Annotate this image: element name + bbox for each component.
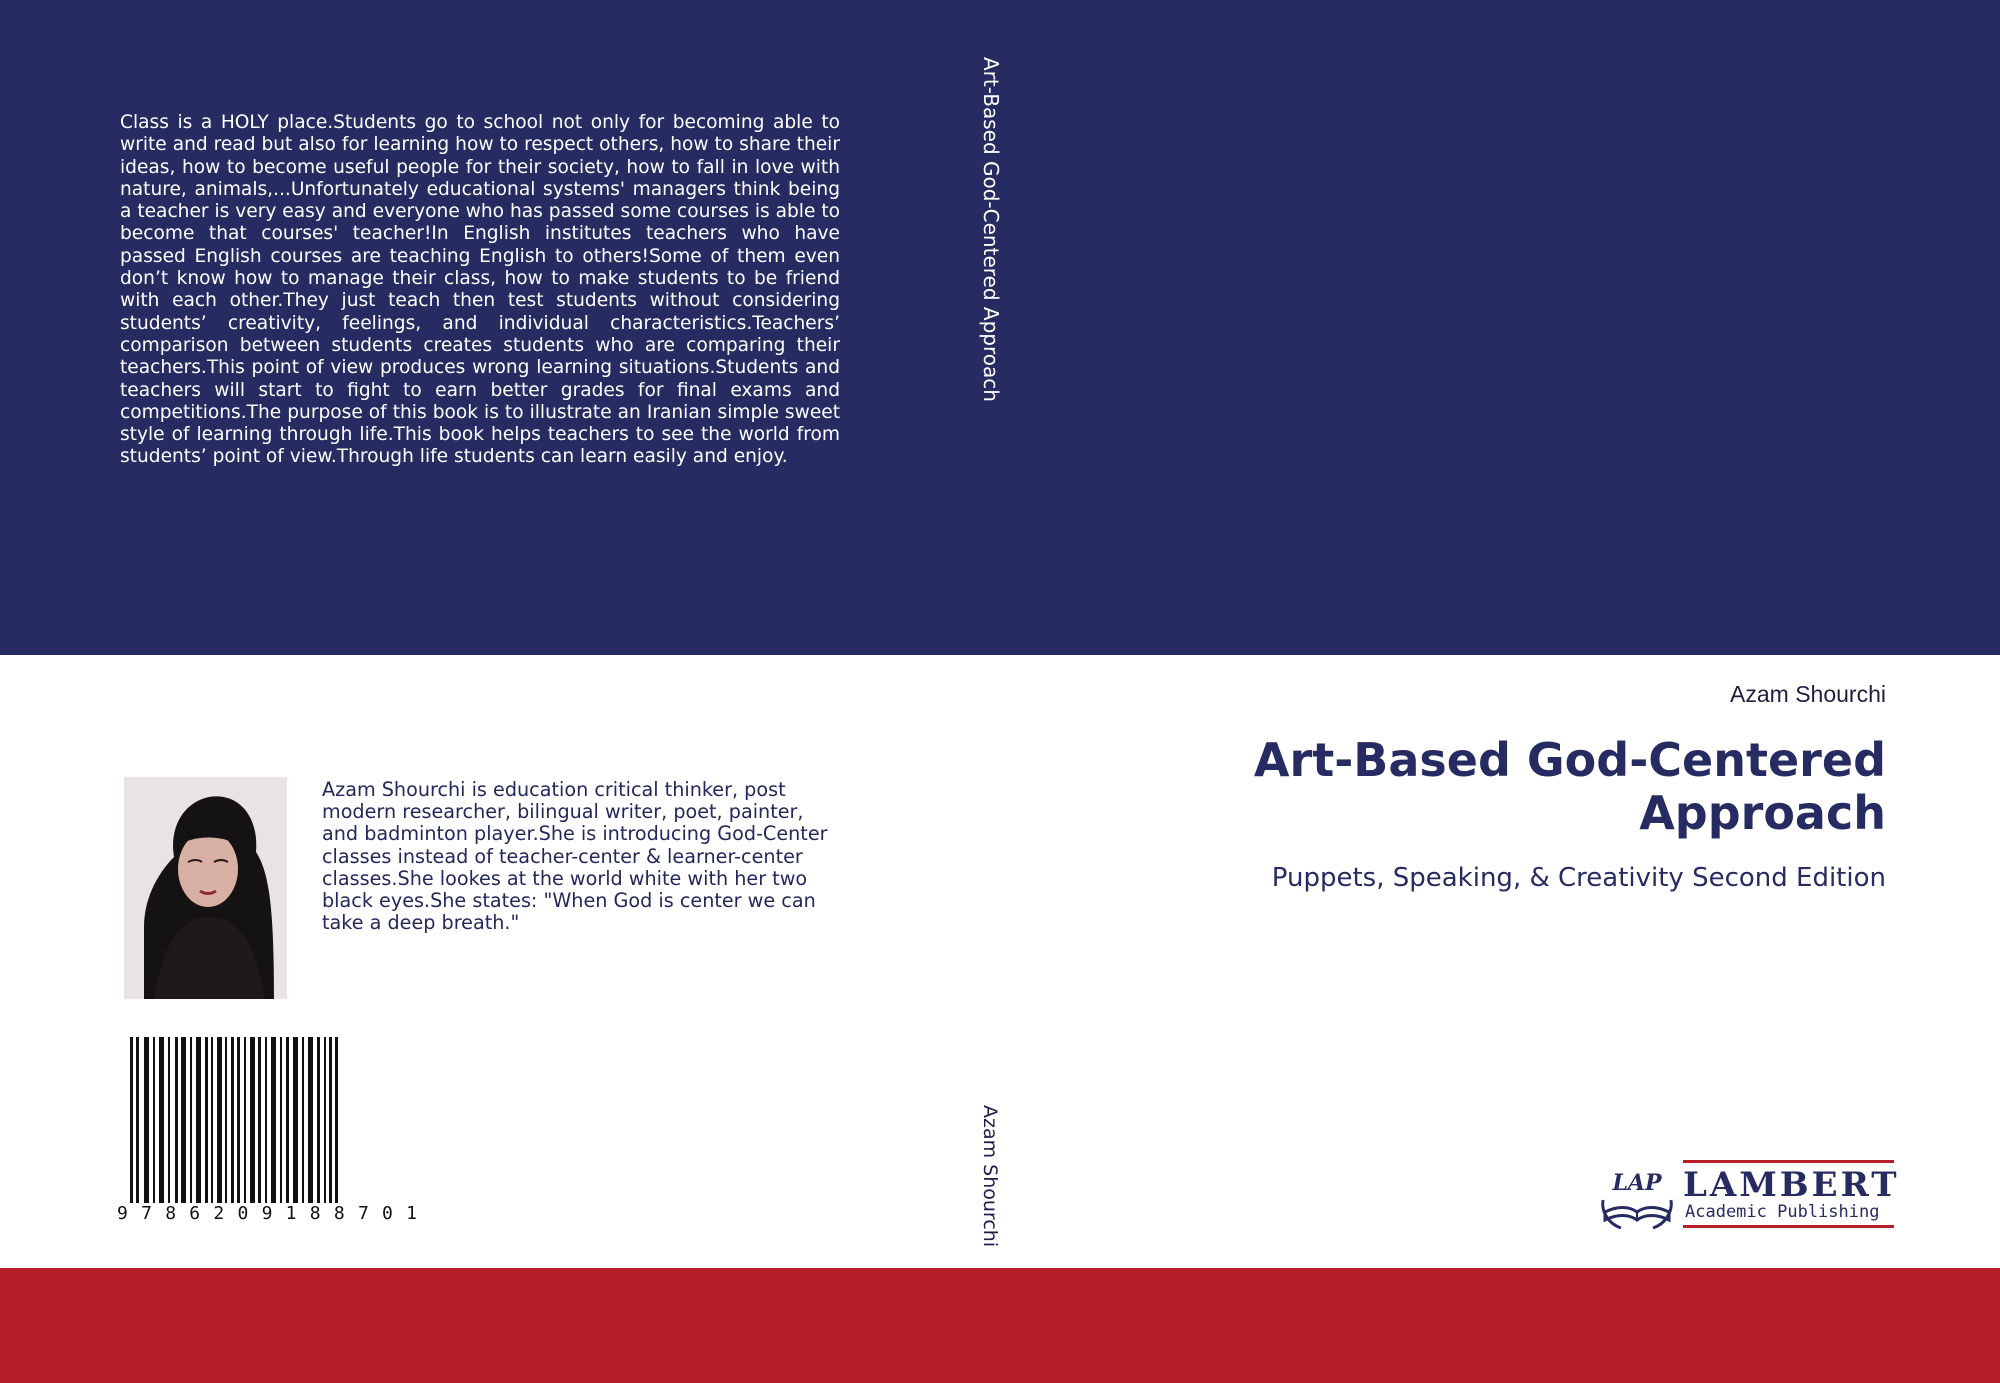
isbn-barcode [115,1035,435,1230]
author-photo [124,777,287,999]
isbn-digit: 1 [406,1203,417,1224]
isbn-digit: 9 [261,1203,273,1224]
bottom-red-band [0,1268,2000,1383]
publisher-rule-top [1683,1160,1894,1163]
publisher-rule-bottom [1683,1225,1894,1228]
isbn-digit: 8 [309,1203,321,1224]
isbn-digits [117,1203,417,1224]
front-cover-subtitle: Puppets, Speaking, & Creativity Second Edition [1271,863,1886,893]
publisher-logo [1597,1160,1900,1235]
isbn-digit: 9 [117,1203,128,1224]
publisher-emblem-text: LAP [1612,1170,1662,1196]
isbn-digit: 2 [213,1203,225,1224]
open-book-emblem-icon [1597,1160,1677,1235]
front-cover-author: Azam Shourchi [1730,681,1886,707]
spine-author: Azam Shourchi [979,1105,1001,1248]
isbn-digit: 7 [357,1203,369,1224]
isbn-digit: 8 [333,1203,345,1224]
spine-title: Art-Based God-Centered Approach [979,57,1003,402]
isbn-digit: 0 [237,1203,249,1224]
isbn-digit: 1 [285,1203,297,1224]
isbn-digit: 0 [382,1203,393,1224]
author-bio: Azam Shourchi is education critical thinker, post modern researcher, bilingual writer, poet, painter, and badminton player.She is introducing God-Center classes instead of teacher-center & learner-center classes.She lookes at the world white with her two black eyes.She states: "When God is center we can take a deep breath." [322,778,828,935]
isbn-digit: 7 [141,1203,152,1224]
publisher-name: LAMBERT [1683,1165,1900,1205]
isbn-digit: 6 [189,1203,201,1224]
front-cover-title: Art-Based God-Centered Approach [1253,733,1886,840]
back-cover-blurb: Class is a HOLY place.Students go to school not only for becoming able to write and read but also for learning how to respect others, how to share their ideas, how to become useful people for their society, how to fall in love with nature, animals,...Unfortunately educational systems' managers think being a teacher is very easy and everyone who has passed some courses is able to become that courses' teacher!In English institutes teachers who have passed English courses are teaching English to others!Some of them even don’t know how to manage their class, how to make students to be friend with each other.They just teach then test students without considering students’ creativity, feelings, and individual characteristics.Teachers’ comparison between students creates students who are comparing their teachers.This point of view produces wrong learning situations.Students and teachers will start to fight to earn better grades for final exams and competitions.The purpose of this book is to illustrate an Iranian simple sweet style of learning through life.This book helps teachers to see the world from students’ point of view.Through life students can learn easily and enjoy. [120,112,840,468]
publisher-subtitle: Academic Publishing [1685,1202,1880,1222]
isbn-digit: 8 [165,1203,177,1224]
